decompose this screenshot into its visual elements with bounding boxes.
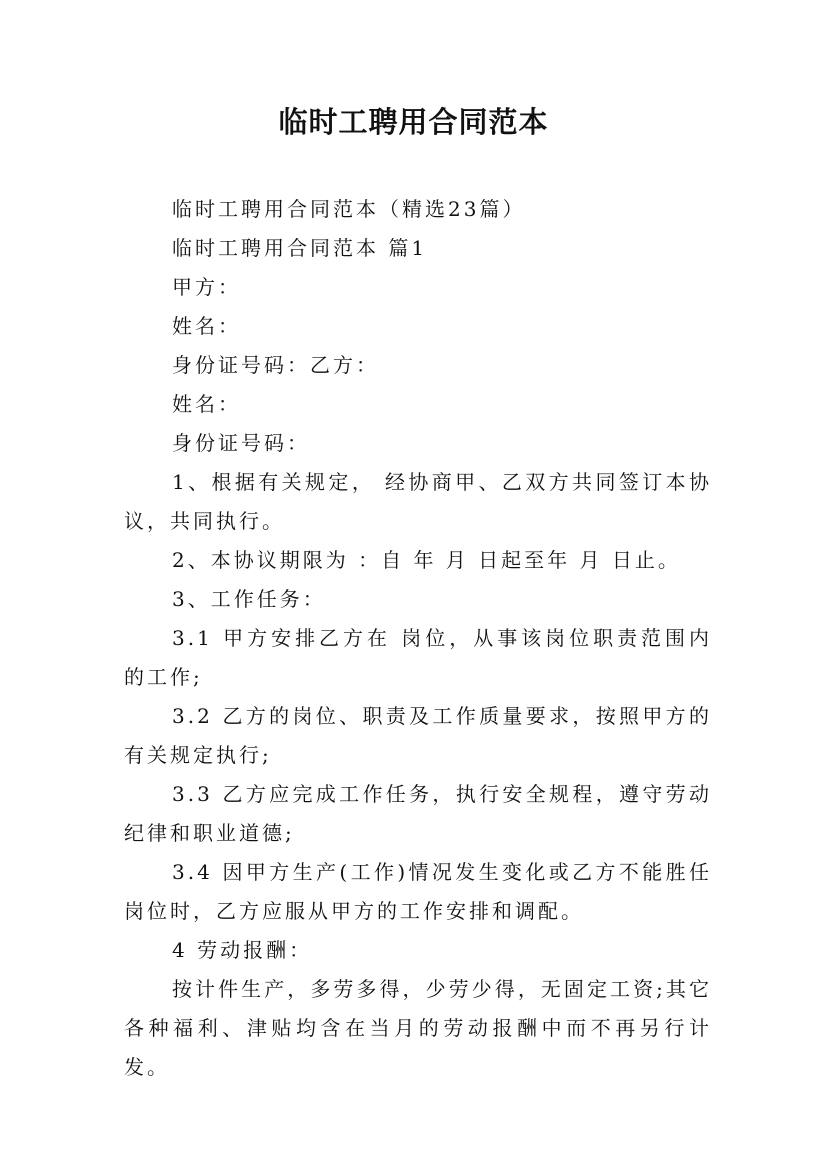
paragraph-name-a: 姓名： (172, 314, 241, 338)
paragraph-party-a: 甲方： (172, 275, 241, 299)
paragraph-clause-3-3: 3.3 乙方应完成工作任务，执行安全规程，遵守劳动纪律和职业道德; (124, 782, 712, 845)
paragraph-clause-3: 3、工作任务： (172, 587, 326, 611)
paragraph-clause-2: 2、本协议期限为 ：自 年 月 日起至年 月 日止。 (172, 548, 681, 572)
paragraph-subtitle: 临时工聘用合同范本（精选23篇） (172, 197, 526, 221)
paragraph-section-heading: 临时工聘用合同范本 篇1 (172, 236, 428, 260)
paragraph-clause-4: 4 劳动报酬： (172, 938, 313, 962)
paragraph-id-a-party-b: 身份证号码：乙方： (172, 353, 379, 377)
paragraph-id-b: 身份证号码： (172, 431, 310, 455)
paragraph-clause-1: 1、根据有关规定， 经协商甲、乙双方共同签订本协议，共同执行。 (124, 470, 712, 533)
paragraph-remuneration: 按计件生产，多劳多得，少劳少得，无固定工资;其它各种福利、津贴均含在当月的劳动报酬中而不再另行计发。 (124, 977, 712, 1079)
paragraph-clause-3-4: 3.4 因甲方生产(工作)情况发生变化或乙方不能胜任岗位时，乙方应服从甲方的工作安排和调配。 (124, 860, 712, 923)
document-body (124, 190, 712, 1087)
document-title: 临时工聘用合同范本 (278, 105, 549, 139)
paragraph-name-b: 姓名： (172, 392, 241, 416)
paragraph-clause-3-1: 3.1 甲方安排乙方在 岗位，从事该岗位职责范围内的工作; (124, 626, 712, 689)
paragraph-clause-3-2: 3.2 乙方的岗位、职责及工作质量要求，按照甲方的有关规定执行; (124, 704, 712, 767)
